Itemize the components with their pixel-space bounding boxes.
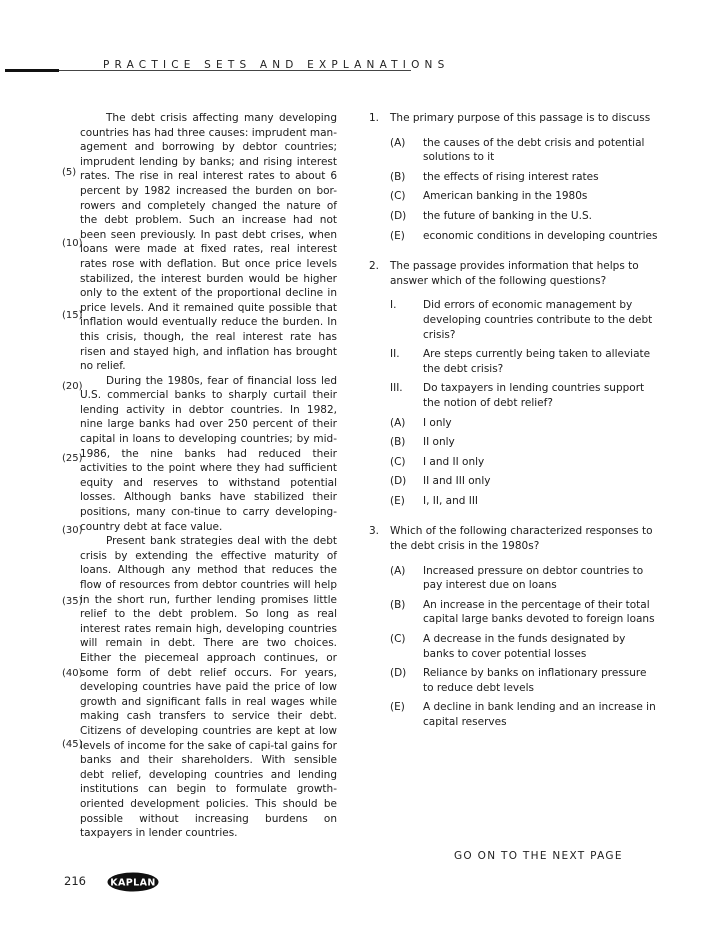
question-number: 1. [369, 112, 380, 124]
option-text: Reliance by banks on inflationary pressure to reduce debt levels [423, 667, 647, 694]
option-letter: (D) [390, 475, 407, 488]
passage-paragraph: Present bank strategies deal with the debt crisis by extending the effective maturity of loans. Although any method that reduces the flow of resources from debtor countries will help in the short run, further lending promises little relief to the debt problem. So long as real interest rates remain high, developing countries will remain in debt. There are two choices. Either the piecemeal approach continues, or some form of debt relief occurs. For years, developing countries have paid the price of low growth and significant falls in real wages while making cash transfers to service their debt. Citizens of developing countries are kept at low levels of income for the sake of capi-tal gains for banks and their shareholders. With sensible debt relief, developing countries and lending institutions can begin to formulate growth-oriented development policies. This should be possible without increasing burdens on taxpayers in lender countries. [80, 535, 337, 840]
option-text: A decline in bank lending and an increase in capital reserves [423, 701, 656, 728]
answer-option[interactable] [390, 474, 659, 489]
line-number: (40) [62, 668, 83, 679]
kaplan-logo [107, 872, 159, 892]
option-letter: (C) [390, 455, 406, 468]
option-letter: (C) [390, 633, 406, 646]
roman-statement [390, 298, 659, 342]
option-letter: (B) [390, 598, 406, 611]
question-2 [369, 259, 659, 508]
line-number: (35) [62, 596, 83, 607]
answer-option[interactable] [390, 435, 659, 450]
option-text: Increased pressure on debtor countries to pay interest due on loans [423, 564, 644, 592]
roman-statement [390, 381, 659, 410]
option-letter: (C) [390, 190, 406, 203]
option-text: the future of banking in the U.S. [423, 209, 592, 222]
roman-numeral: II. [390, 348, 400, 361]
option-letter: (A) [390, 564, 406, 577]
answer-option[interactable] [390, 598, 659, 627]
question-1 [369, 111, 659, 243]
line-number: (5) [62, 167, 77, 178]
option-letter: (D) [390, 667, 407, 680]
roman-numeral: III. [390, 382, 403, 395]
option-text: I and II only [423, 455, 485, 468]
line-number: (10) [62, 238, 83, 249]
header-rule [5, 69, 59, 72]
statement-text: Did errors of economic management by developing countries contribute to the debt crisis? [423, 299, 653, 341]
option-text: A decrease in the funds designated by banks to cover potential losses [423, 633, 626, 660]
option-letter: (E) [390, 701, 405, 714]
answer-option[interactable] [390, 189, 659, 204]
statement-text: Do taxpayers in lending countries support the notion of debt relief? [423, 382, 645, 409]
roman-statement [390, 347, 659, 376]
question-number: 3. [369, 525, 380, 538]
question-number: 2. [369, 260, 380, 273]
answer-option[interactable] [390, 700, 659, 729]
line-number: (45) [62, 739, 83, 750]
passage-paragraph: The debt crisis affecting many developing countries has had three causes: imprudent man-agement and borrowing by debtor countries; imprudent lending by banks; and rising interest rates. The rise in real interest rates to about 6 percent by 1982 increased the burden on bor-rowers and completely changed the nature of the debt problem. Such an increase had not been seen previously. In past debt crises, when loans were made at fixed rates, real interest rates rose with deflation. But once price levels stabilized, the interest burden would be higher only to the extent of the proportional decline in price levels. And it remained quite possible that inflation would eventually reduce the burden. In this crisis, though, the real interest rate has risen and stayed high, and inflation has brought no relief. [80, 112, 337, 373]
running-header: PRACTICE SETS AND EXPLANATIONS [103, 59, 450, 71]
answer-option[interactable] [390, 136, 659, 165]
option-text: the causes of the debt crisis and potential solutions to it [423, 136, 645, 164]
question-stem: The passage provides information that helps to answer which of the following questions? [390, 260, 639, 287]
option-letter: (A) [390, 416, 406, 429]
option-letter: (A) [390, 136, 406, 149]
option-text: the effects of rising interest rates [423, 170, 599, 183]
option-letter: (E) [390, 229, 405, 242]
option-text: I only [423, 416, 452, 429]
line-number: (25) [62, 453, 83, 464]
option-letter: (B) [390, 436, 406, 449]
page-number: 216 [64, 874, 86, 888]
option-letter: (D) [390, 209, 407, 222]
passage-paragraph: During the 1980s, fear of financial loss led U.S. commercial banks to sharply curtail their lending activity in debtor countries. In 1982, nine large banks had over 250 percent of their capital in loans to developing countries; by mid-1986, the nine banks had reduced their activities to the point where they had sufficient equity and reserves to withstand potential losses. Although banks have stabilized their positions, many con-tinue to carry developing-country debt at face value. [80, 374, 337, 533]
question-stem: The primary purpose of this passage is to discuss [390, 112, 651, 124]
option-letter: (B) [390, 170, 406, 183]
line-number: (30) [62, 525, 83, 536]
answer-option[interactable] [390, 666, 659, 695]
option-text: An increase in the percentage of their total capital large banks devoted to foreign loans [423, 598, 655, 626]
option-text: II only [423, 436, 455, 449]
answer-option[interactable] [390, 416, 659, 431]
answer-option[interactable] [390, 170, 659, 185]
roman-numeral: I. [390, 299, 397, 312]
option-text: economic conditions in developing countries [423, 229, 658, 242]
answer-option[interactable] [390, 209, 659, 224]
option-text: II and III only [423, 475, 491, 488]
line-number: (15) [62, 310, 83, 321]
answer-option[interactable] [390, 632, 659, 661]
reading-passage [80, 111, 337, 841]
answer-option[interactable] [390, 229, 659, 244]
option-text: American banking in the 1980s [423, 190, 588, 203]
line-number: (20) [62, 381, 83, 392]
statement-text: Are steps currently being taken to alleviate the debt crisis? [423, 348, 651, 375]
option-letter: (E) [390, 494, 405, 507]
question-column [369, 111, 659, 730]
answer-option[interactable] [390, 564, 659, 593]
logo-text: KAPLAN [110, 877, 156, 889]
question-3 [369, 524, 659, 729]
go-on-next-page: GO ON TO THE NEXT PAGE [454, 850, 623, 862]
question-stem: Which of the following characterized responses to the debt crisis in the 1980s? [390, 525, 653, 553]
answer-option[interactable] [390, 494, 659, 509]
answer-option[interactable] [390, 455, 659, 470]
option-text: I, II, and III [423, 494, 479, 507]
